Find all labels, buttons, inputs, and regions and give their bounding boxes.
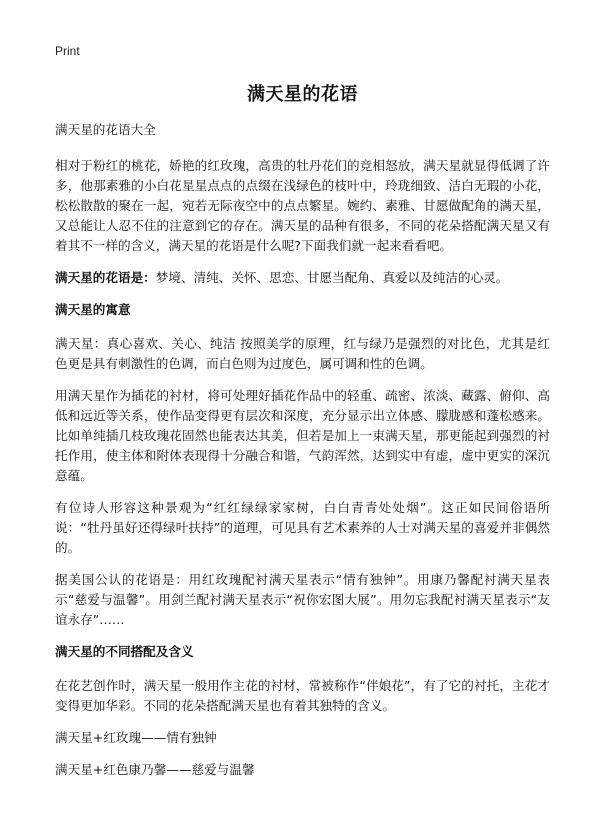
meaning-paragraph (55, 268, 550, 288)
page-title: 满天星的花语 (247, 84, 358, 105)
meaning-detail-paragraph-3: 有位诗人形容这种景观为“红红绿绿家家树，白白青青处处烟”。这正如民间俗语所说：“牡丹虽好还得绿叶扶持”的道理，可见具有艺术素养的人士对满天星的喜爱并非偶然的。 (55, 500, 550, 555)
print-link[interactable]: Print (55, 44, 80, 58)
meaning-detail-paragraph-1: 满天星：真心喜欢、关心、纯洁 按照美学的原理，红与绿乃是强烈的对比色，尤其是红色更是具有刺激性的色调，而白色则为过度色，属可调和性的色调。 (55, 336, 550, 371)
meaning-detail-paragraph-2: 用满天星作为插花的衬材，将可处理好插花作品中的轻重、疏密、浓淡、藏露、俯仰、高低和远近等关系，使作品变得更有层次和深度，充分显示出立体感、朦胧感和蓬松感来。比如单纯插几枝玫瑰花固然也能表达其美，但若是加上一束满天星，那更能起到强烈的衬托作用，使主体和附体表现得十分融合和谐，气韵浑然，达到实中有虚，虚中更实的深沉意蕴。 (55, 388, 550, 483)
meaning-text: 梦境、清纯、关怀、思恋、甘愿当配角、真爱以及纯洁的心灵。 (155, 270, 509, 285)
combinations-intro-paragraph: 在花艺创作时，满天星一般用作主花的衬材，常被称作“伴娘花”，有了它的衬托，主花才变得更加华彩。不同的花朵搭配满天星也有着其独特的含义。 (55, 678, 550, 713)
article-body (55, 120, 550, 792)
article-subtitle: 满天星的花语大全 (55, 122, 156, 137)
combo-item: 满天星+红色康乃馨——慈爱与温馨 (55, 762, 255, 777)
section-heading-combinations: 满天星的不同搭配及含义 (55, 644, 194, 659)
section-heading-meaning: 满天星的寓意 (55, 302, 131, 317)
meaning-label: 满天星的花语是： (55, 270, 156, 285)
combo-item: 满天星+红玫瑰——情有独钟 (55, 730, 217, 745)
meaning-detail-paragraph-4: 据美国公认的花语是：用红玫瑰配衬满天星表示“情有独钟”。用康乃馨配衬满天星表示“慈爱与温馨”。用剑兰配衬满天星表示“祝你宏图大展”。用勿忘我配衬满天星表示“友谊永存”…… (55, 572, 550, 627)
intro-paragraph: 相对于粉红的桃花，娇艳的红玫瑰，高贵的牡丹花们的竞相怒放，满天星就显得低调了许多，他那素雅的小白花星星点点的点缀在浅绿色的枝叶中，玲珑细致、洁白无瑕的小花，松松散散的聚在一起，宛若无际夜空中的点点繁星。婉约、素雅、甘愿做配角的满天星，又总能让人忍不住的注意到它的存在。满天星的品种有很多，不同的花朵搭配满天星又有着其不一样的含义，满天星的花语是什么呢?下面我们就一起来看看吧。 (55, 158, 550, 253)
